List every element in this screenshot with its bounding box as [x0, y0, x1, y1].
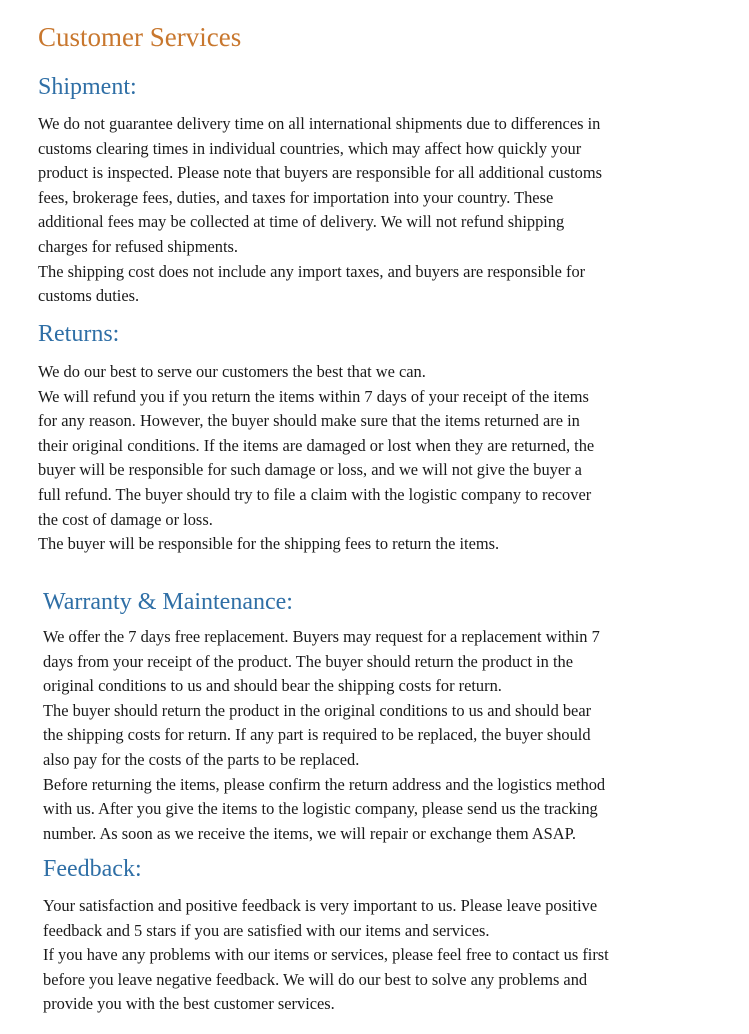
text-line: feedback and 5 stars if you are satisfied with our items and services.	[43, 920, 490, 940]
feedback-text	[43, 894, 609, 1017]
text-line: provide you with the best customer services.	[43, 994, 335, 1014]
shipment-text	[38, 112, 602, 309]
text-line: The buyer should return the product in the original conditions to us and should bear	[43, 700, 592, 720]
text-line: Your satisfaction and positive feedback is very important to us. Please leave positive	[43, 896, 598, 915]
text-line: product is inspected. Please note that buyers are responsible for all additional customs	[38, 163, 602, 183]
text-line: Before returning the items, please confirm the return address and the logistics method	[43, 774, 606, 794]
text-line: We do our best to serve our customers the best that we can.	[38, 362, 426, 381]
text-line: for any reason. However, the buyer should make sure that the items returned are in	[38, 411, 580, 431]
returns-text	[38, 360, 594, 557]
text-line: full refund. The buyer should try to file a claim with the logistic company to recover	[38, 484, 592, 504]
text-line: customs clearing times in individual countries, which may affect how quickly your	[38, 138, 582, 158]
returns-heading: Returns:	[38, 321, 120, 347]
warranty-heading: Warranty & Maintenance:	[43, 589, 293, 615]
page-title: Customer Services	[38, 22, 242, 52]
feedback-heading: Feedback:	[43, 856, 142, 882]
text-line: We will refund you if you return the items within 7 days of your receipt of the items	[38, 386, 589, 406]
text-line: original conditions to us and should bear the shipping costs for return.	[43, 676, 502, 696]
warranty-text	[43, 625, 605, 846]
text-line: The buyer will be responsible for the shipping fees to return the items.	[38, 534, 500, 554]
text-line: buyer will be responsible for such damage or loss, and we will not give the buyer a	[38, 460, 582, 480]
text-line: also pay for the costs of the parts to be replaced.	[43, 749, 360, 769]
text-line: fees, brokerage fees, duties, and taxes for importation into your country. These	[38, 187, 554, 207]
text-line: with us. After you give the items to the logistic company, please send us the tracking	[43, 799, 598, 819]
text-line: We do not guarantee delivery time on all international shipments due to differences in	[38, 114, 601, 133]
shipment-heading: Shipment:	[38, 74, 137, 100]
text-line: number. As soon as we receive the items, we will repair or exchange them ASAP.	[43, 823, 577, 843]
text-line: The shipping cost does not include any import taxes, and buyers are responsible for	[38, 261, 586, 281]
text-line: before you leave negative feedback. We will do our best to solve any problems and	[43, 969, 588, 989]
text-line: the cost of damage or loss.	[38, 509, 213, 529]
text-line: the shipping costs for return. If any part is required to be replaced, the buyer should	[43, 725, 591, 745]
text-line: If you have any problems with our items or services, please feel free to contact us first	[43, 945, 609, 965]
text-line: their original conditions. If the items are damaged or lost when they are returned, the	[38, 435, 595, 455]
text-line: days from your receipt of the product. The buyer should return the product in the	[43, 651, 573, 671]
text-line: additional fees may be collected at time of delivery. We will not refund shipping	[38, 212, 565, 232]
text-line: charges for refused shipments.	[38, 236, 238, 256]
text-line: customs duties.	[38, 286, 140, 306]
text-line: We offer the 7 days free replacement. Buyers may request for a replacement within 7	[43, 627, 600, 646]
